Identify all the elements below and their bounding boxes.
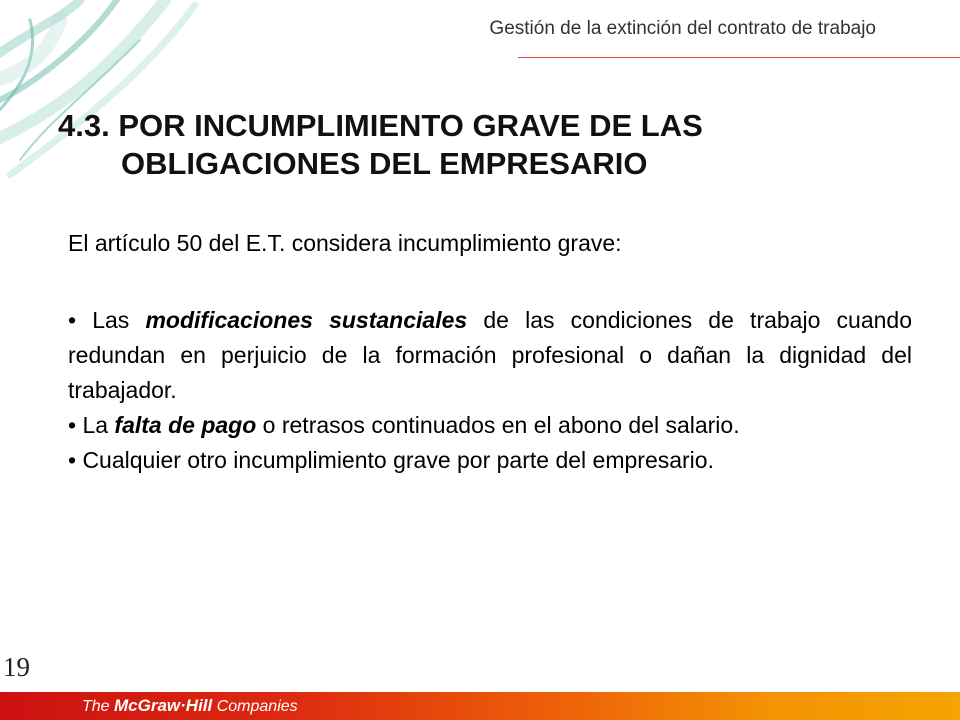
page-title: [58, 107, 918, 183]
bullet-item: [68, 303, 912, 408]
bullet-text: de las condiciones de trabajo cuando redundan en perjuicio de la formación profesional o dañan la dignidad del trabajador.: [68, 307, 912, 403]
bullet-text: • La: [68, 412, 115, 438]
header-title: Gestión de la extinción del contrato de trabajo: [489, 18, 876, 39]
footer-bar: [0, 692, 960, 720]
intro-text: El artículo 50 del E.T. considera incumplimiento grave:: [68, 230, 622, 256]
bullet-text: • Las: [68, 307, 146, 333]
header-rule: [518, 57, 960, 58]
bullet-item: [68, 443, 912, 478]
page-title-line-1: 4.3. POR INCUMPLIMIENTO GRAVE DE LAS: [58, 108, 703, 143]
logo-prefix: The: [82, 698, 115, 715]
page-title-line-2: OBLIGACIONES DEL EMPRESARIO: [121, 146, 648, 181]
logo-brand: McGraw·Hill: [114, 696, 213, 715]
bullet-emphasis: falta de pago: [114, 412, 257, 438]
bullet-list: [68, 303, 912, 478]
page-number: 19: [3, 652, 30, 682]
bullet-emphasis: modificaciones sustanciales: [145, 307, 468, 333]
bullet-item: [68, 408, 912, 443]
bullet-text: o retrasos continuados en el abono del salario.: [256, 412, 740, 438]
publisher-logo: [82, 696, 298, 716]
logo-suffix: Companies: [212, 698, 298, 715]
bullet-text: • Cualquier otro incumplimiento grave por parte del empresario.: [68, 447, 714, 473]
